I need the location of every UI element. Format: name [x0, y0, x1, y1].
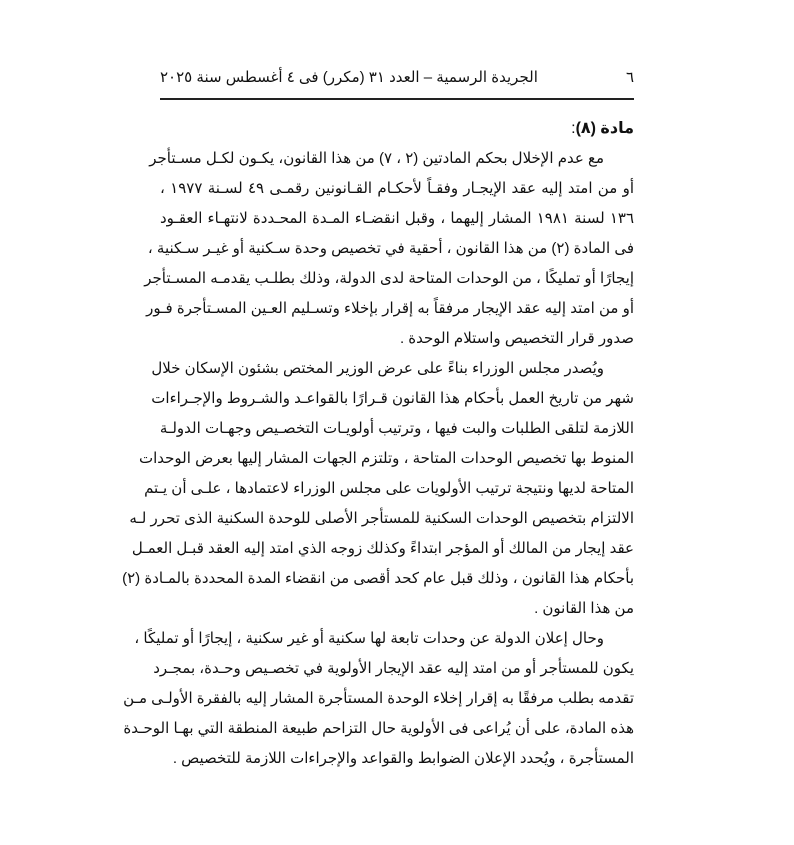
article-title-colon: :	[571, 120, 576, 137]
header-divider	[160, 98, 634, 100]
text-line: وحال إعلان الدولة عن وحدات تابعة لها سكنية أو غير سكنية ، إيجارًا أو تمليكًا ،	[134, 630, 604, 647]
text-line: أو من امتد إليه عقد الإيجار مرفقاً به إقرار بإخلاء وتسـليم العـين المسـتأجرة فـور	[146, 300, 634, 317]
text-line: مع عدم الإخلال بحكم المادتين (٢ ، ٧) من هذا القانون، يكـون لكـل مسـتأجر	[149, 150, 604, 167]
text-line: يكون للمستأجر أو من امتد إليه عقد الإيجار الأولوية في تخصـيص وحـدة، بمجـرد	[153, 660, 634, 677]
gazette-title: الجريدة الرسمية – العدد ٣١ (مكرر) فى ٤ أغسطس سنة ٢٠٢٥	[160, 69, 538, 86]
text-line: ١٣٦ لسنة ١٩٨١ المشار إليهما ، وقبل انقضـاء المـدة المحـددة لانتهـاء العقـود	[160, 210, 634, 227]
text-line: فى المادة (٢) من هذا القانون ، أحقية في تخصيص وحدة سـكنية أو غيـر سـكنية ،	[147, 240, 634, 257]
article-heading	[160, 114, 634, 144]
text-line: إيجارًا أو تمليكًا ، من الوحدات المتاحة لدى الدولة، وذلك بطلـب يقدمـه المسـتأجر	[144, 270, 634, 287]
text-line: صدور قرار التخصيص واستلام الوحدة .	[399, 330, 634, 347]
paragraph-1	[144, 144, 635, 354]
paragraph-2	[122, 354, 634, 624]
text-line: عقد إيجار من المالك أو المؤجر ابتداءً وكذلك زوجه الذي امتد إليه العقد قبـل العمـل	[131, 540, 634, 557]
text-line: من هذا القانون .	[534, 600, 634, 617]
text-line: المستأجرة ، ويُحدد الإعلان الضوابط والقواعد والإجراءات اللازمة للتخصيص .	[172, 750, 634, 767]
text-line: الالتزام بتخصيص الوحدات السكنية للمستأجر الأصلى للوحدة السكنية الذى تحرر لـه	[129, 510, 634, 527]
text-line: ويُصدر مجلس الوزراء بناءً على عرض الوزير المختص بشئون الإسكان خلال	[151, 360, 604, 377]
text-line: اللازمة لتلقى الطلبات والبت فيها ، وترتيب أولويـات التخصـيص وجهـات الدولـة	[159, 420, 634, 437]
text-line: المنوط بها تخصيص الوحدات المتاحة ، وتلتزم الجهات المشار إليها بعرض الوحدات	[138, 450, 634, 467]
text-line: هذه المادة، على أن يُراعى فى الأولوية حال التزاحم طبيعة المنطقة التي بهـا الوحـدة	[123, 720, 634, 737]
text-line: تقدمه بطلب مرفقًا به إقرار إخلاء الوحدة المستأجرة المشار إليه بالفقرة الأولـى مـن	[123, 690, 634, 707]
text-line: المتاحة لديها ونتيجة ترتيب الأولويات على مجلس الوزراء لاعتمادها ، علـى أن يـتم	[144, 480, 634, 497]
paragraph-3	[123, 624, 634, 774]
text-line: أو من امتد إليه عقد الإيجـار وفقـاً لأحكـام القـانونين رقمـى ٤٩ لسـنة ١٩٧٧ ،	[160, 180, 635, 197]
page-number: ٦	[625, 69, 634, 86]
article-title: مادة (٨)	[575, 120, 634, 137]
page-header	[160, 60, 634, 94]
page-body	[122, 114, 635, 774]
text-line: شهر من تاريخ العمل بأحكام هذا القانون قـرارًا بالقواعـد والشـروط والإجـراءات	[151, 390, 634, 407]
text-line: بأحكام هذا القانون ، وذلك قبل عام كحد أقصى من انقضاء المدة المحددة بالمـادة (٢)	[122, 570, 634, 587]
